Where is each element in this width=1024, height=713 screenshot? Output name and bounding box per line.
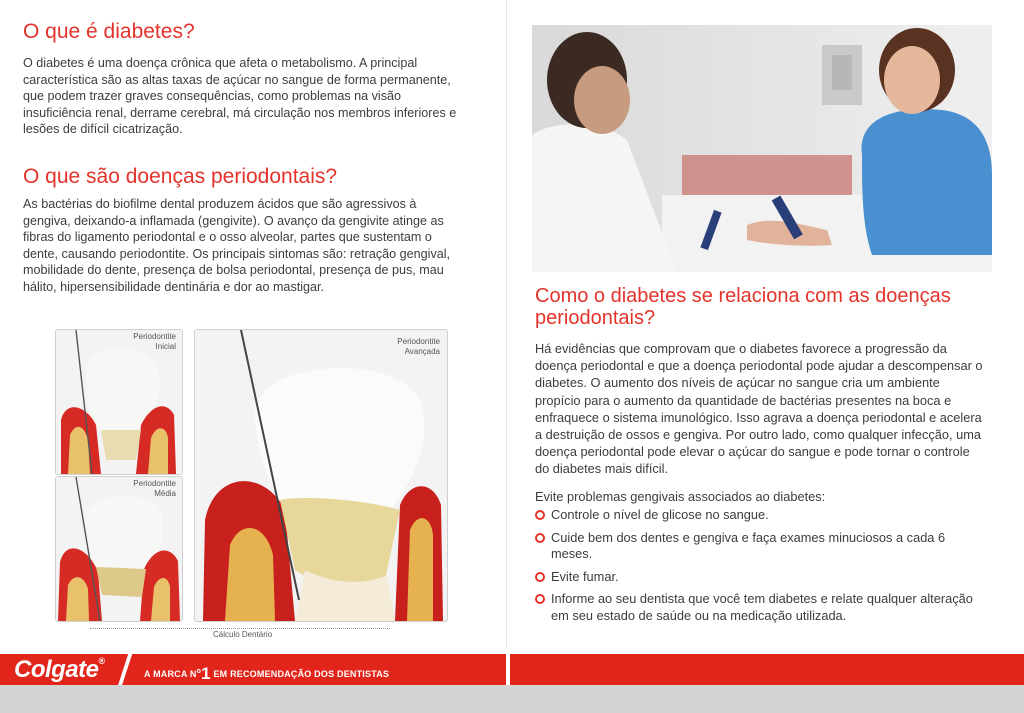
bullet-icon: [535, 533, 545, 543]
tooth-illustration-advanced: [194, 329, 448, 622]
list-item: [535, 569, 985, 586]
label-initial-line1: Periodontite: [133, 332, 176, 341]
label-advanced: [372, 337, 440, 356]
diabetes-title: O que é diabetes?: [23, 20, 195, 43]
tip-text: Controle o nível de glicose no sangue.: [551, 507, 769, 522]
list-item: [535, 507, 985, 524]
avoid-intro: Evite problemas gengivais associados ao diabetes:: [535, 489, 826, 504]
diabetes-paragraph: O diabetes é uma doença crônica que afeta o metabolismo. A principal característica são as altas taxas de açúcar no sangue de forma permanente, que podem trazer graves consequências, como problemas na visão insuficiência renal, derrame cerebral, má circulação nos membros inferiores e lesões de difícil cicatrização.: [23, 56, 457, 137]
list-item: [535, 530, 985, 563]
tooth-medium-image: [56, 477, 182, 621]
tagline-prefix: A MARCA N: [144, 669, 197, 679]
logo-text: Colgate: [14, 656, 99, 683]
registered-mark: ®: [98, 656, 105, 666]
tagline-ordinal: o: [196, 668, 202, 675]
relation-title: Como o diabetes se relaciona com as doenças periodontais?: [535, 285, 951, 329]
periodontal-paragraph: As bactérias do biofilme dental produzem ácidos que são agressivos à gengiva, deixando-a inflamada (gengivite). O avanço da gengivite atinge as fibras do ligamento periodontal e o osso alveolar, partes que sustentam o dente, causando periodontite. Os principais sintomas são: retração gengival, mobilidade do dente, presença de bolsa periodontal, presença de pus, mau hálito, hipersensibilidade dentinária e dor ao mastigar.: [23, 197, 451, 294]
tip-text: Informe ao seu dentista que você tem diabetes e relate qualquer alteração em seu estado de saúde ou na medicação utilizada.: [551, 591, 973, 623]
banner-fold-gap: [506, 654, 510, 685]
doctor-patient-photo: [532, 25, 992, 272]
brand-tagline: [144, 664, 389, 684]
label-medium: [112, 479, 176, 498]
tagline-number: 1: [201, 664, 211, 683]
relation-paragraph: Há evidências que comprovam que o diabetes favorece a progressão da doença periodontal e que a doença periodontal pode ajudar a descompensar o diabetes. O aumento dos níveis de açúcar no sangue cria um ambiente propício para o aumento da quantidade de bactérias presentes na boca e enfraquece o sistema imunológico. Isso agrava a doença periodontal e acelera a destruição de ossos e gengiva. Por outro lado, como qualquer infecção, uma doença periodontal pode elevar o açúcar do sangue e pode tornar o controle do diabetes mais difícil.: [535, 341, 983, 477]
calculus-divider: [90, 628, 390, 629]
label-advanced-line1: Periodontite: [397, 337, 440, 346]
tooth-advanced-image: [195, 330, 447, 621]
label-medium-line2: Média: [154, 488, 176, 498]
colgate-logo: [14, 656, 105, 684]
list-item: [535, 591, 985, 624]
label-medium-line1: Periodontite: [133, 479, 176, 488]
tooth-initial-image: [56, 330, 182, 474]
tagline-suffix: EM RECOMENDAÇÃO DOS DENTISTAS: [213, 669, 390, 679]
bullet-icon: [535, 594, 545, 604]
photo-image: [532, 25, 992, 272]
page-fold: [506, 0, 507, 650]
tip-text: Evite fumar.: [551, 568, 619, 584]
label-initial-line2: Inicial: [155, 341, 176, 351]
bullet-icon: [535, 572, 545, 582]
bullet-icon: [535, 510, 545, 520]
periodontal-title: O que são doenças periodontais?: [23, 165, 338, 188]
calculus-label: Cálculo Dentário: [213, 630, 273, 639]
label-advanced-line2: Avançada: [404, 346, 440, 356]
label-initial: [112, 332, 176, 351]
tips-list: [535, 507, 985, 630]
bottom-strip: [0, 685, 1024, 713]
tip-text: Cuide bem dos dentes e gengiva e faça exames minuciosos a cada 6 meses.: [551, 529, 946, 561]
